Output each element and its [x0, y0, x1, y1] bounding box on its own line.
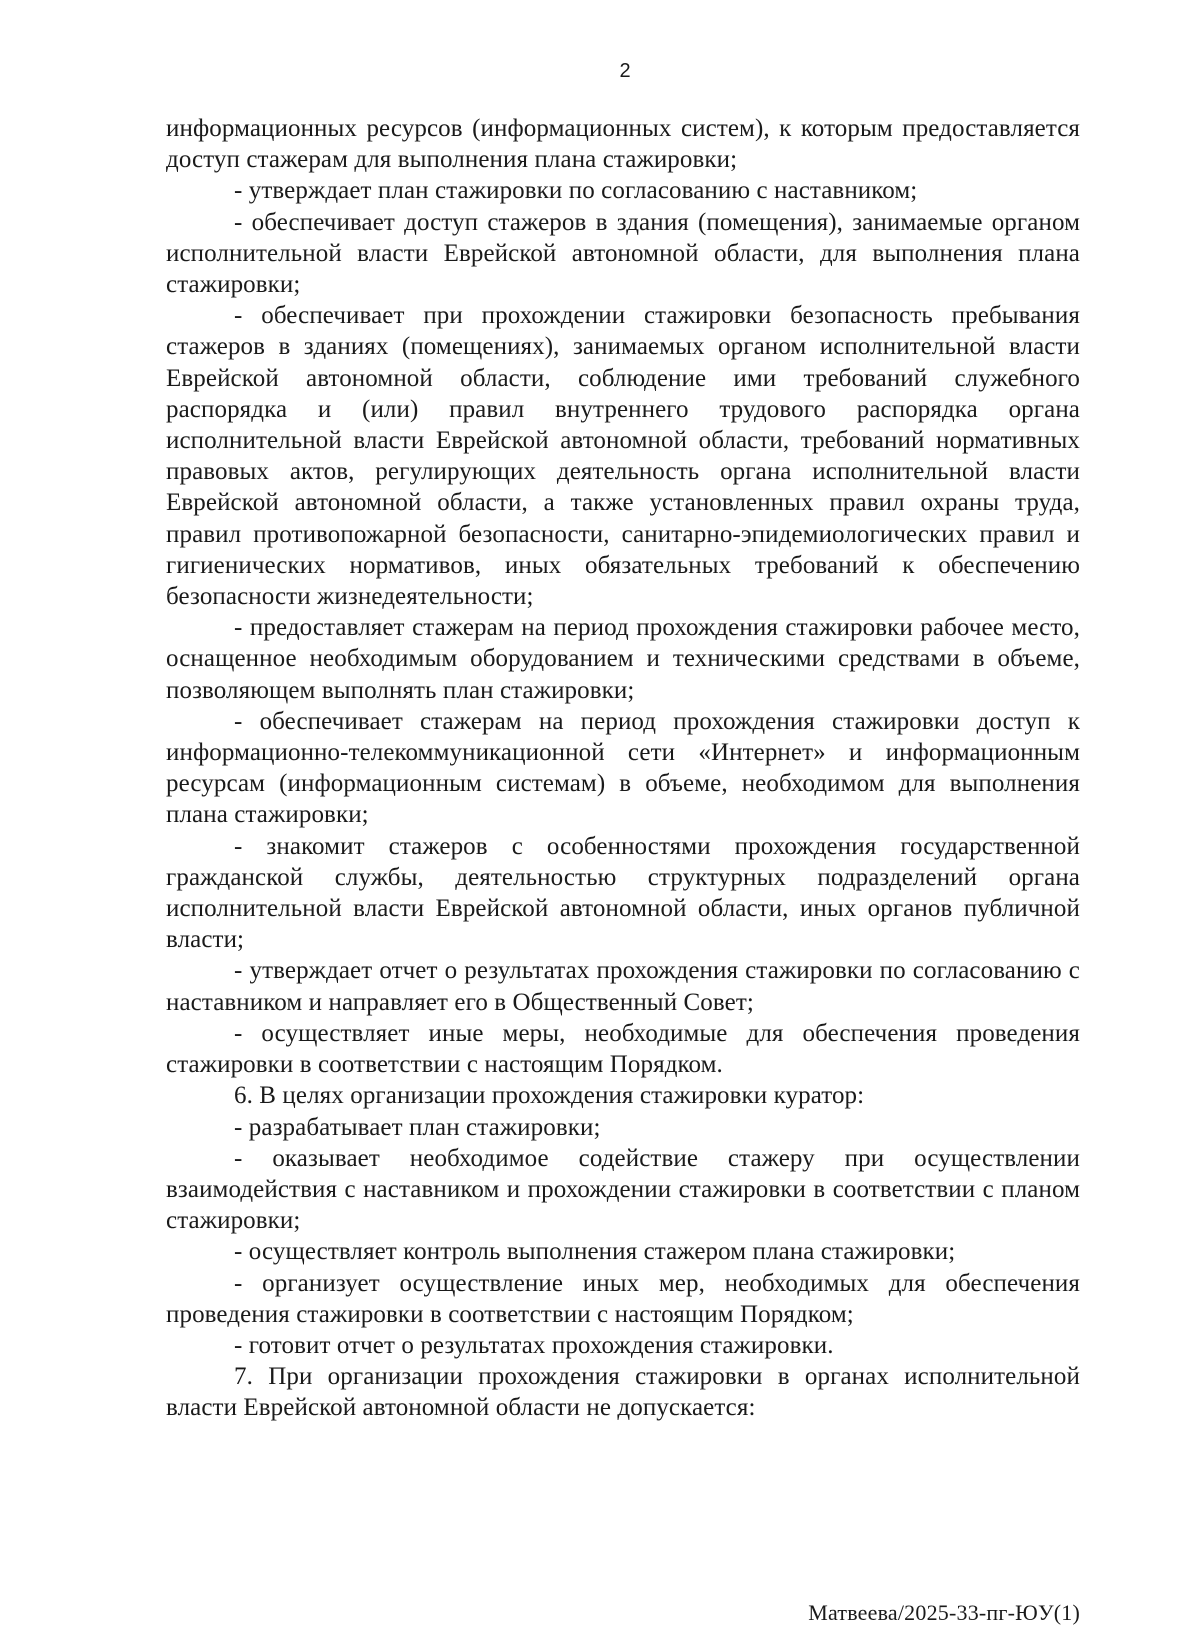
document-body — [166, 113, 1080, 1424]
paragraph-continuation: информационных ресурсов (информационных систем), к которым предоставляется доступ стажерам для выполнения плана стажировки; — [166, 115, 1080, 174]
paragraph-approve-plan: - утверждает план стажировки по согласованию с наставником; — [234, 177, 918, 205]
paragraph-develop-plan: - разрабатывает план стажировки; — [234, 1113, 601, 1141]
paragraph-workplace: - предоставляет стажерам на период прохождения стажировки рабочее место, оснащенное необходимым оборудованием и техническими средствами в объеме, позволяющем выполнять план стажировки; — [166, 614, 1080, 704]
paragraph-prepare-report: - готовит отчет о результатах прохождения стажировки. — [234, 1331, 834, 1359]
page-number: 2 — [619, 60, 631, 82]
paragraph-safety: - обеспечивает при прохождении стажировки безопасность пребывания стажеров в зданиях (помещениях), занимаемых органом исполнительной власти Еврейской автономной области, соблюдение ими требований служебного распорядка и (или) правил внутреннего трудового распорядка органа исполнительной власти Еврейской автономной области, требований нормативных правовых актов, регулирующих деятельность органа исполнительной власти Еврейской автономной области, а также установленных правил охраны труда, правил противопожарной безопасности, санитарно-эпидемиологических правил и гигиенических нормативов, иных обязательных требований к обеспечению безопасности жизнедеятельности; — [166, 302, 1080, 611]
paragraph-building-access: - обеспечивает доступ стажеров в здания (помещения), занимаемые органом исполнительной власти Еврейской автономной области, для выполнения плана стажировки; — [166, 208, 1080, 299]
paragraph-control: - осуществляет контроль выполнения стажером плана стажировки; — [234, 1238, 956, 1266]
paragraph-organize-measures: - организует осуществление иных мер, необходимых для обеспечения проведения стажировки в соответствии с настоящим Порядком; — [166, 1269, 1080, 1328]
paragraph-approve-report: - утверждает отчет о результатах прохождения стажировки по согласованию с наставником и направляет его в Общественный Совет; — [166, 957, 1080, 1016]
document-footer-code: Матвеева/2025-33-пг-ЮУ(1) — [808, 1600, 1080, 1625]
paragraph-assistance: - оказывает необходимое содействие стажеру при осуществлении взаимодействия с наставником и прохождении стажировки в соответствии с планом стажировки; — [166, 1144, 1080, 1235]
paragraph-acquaintance: - знакомит стажеров с особенностями прохождения государственной гражданской службы, деятельностью структурных подразделений органа исполнительной власти Еврейской автономной области, иных органов публичной власти; — [166, 832, 1080, 954]
paragraph-internet-access: - обеспечивает стажерам на период прохождения стажировки доступ к информационно-телекоммуникационной сети «Интернет» и информационным ресурсам (информационным системам) в объеме, необходимом для выполнения плана стажировки; — [166, 707, 1080, 829]
paragraph-other-measures: - осуществляет иные меры, необходимые для обеспечения проведения стажировки в соответствии с настоящим Порядком. — [166, 1019, 1080, 1079]
paragraph-item-6: 6. В целях организации прохождения стажировки куратор: — [234, 1082, 865, 1110]
paragraph-item-7: 7. При организации прохождения стажировки в органах исполнительной власти Еврейской автономной области не допускается: — [166, 1363, 1080, 1422]
